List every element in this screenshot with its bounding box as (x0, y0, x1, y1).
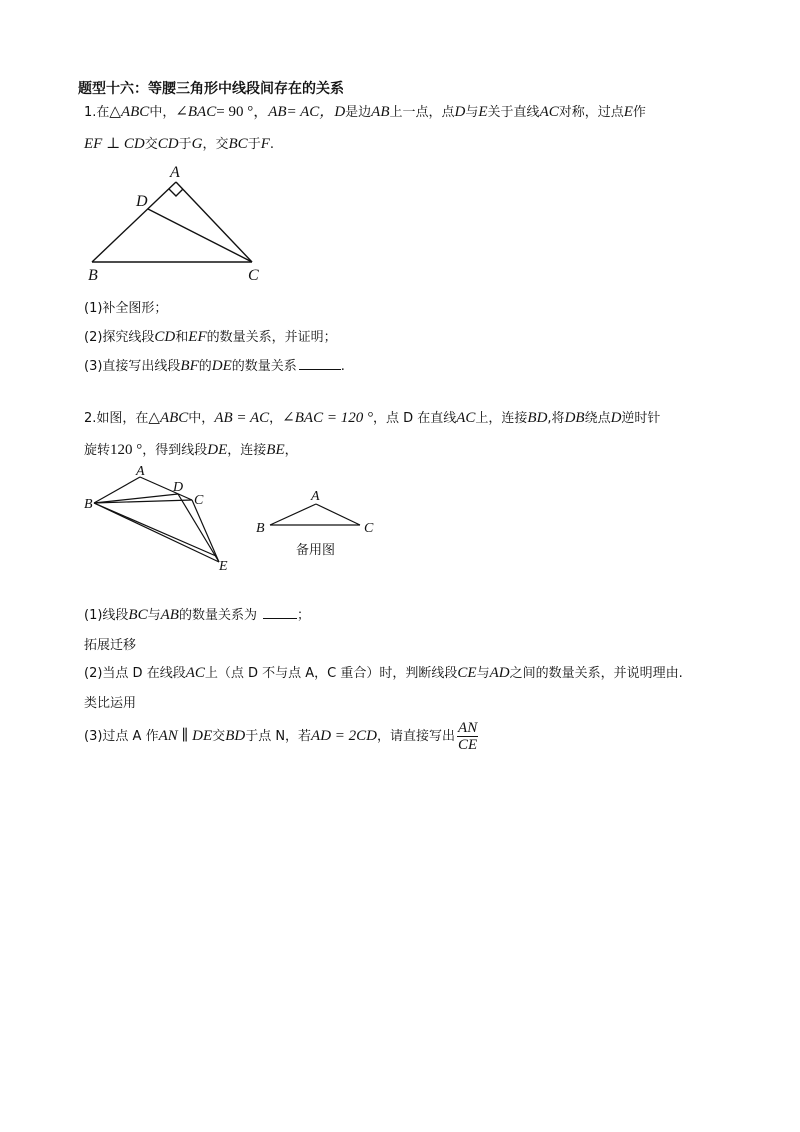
p1-q3: (3)直接写出线段BF的DE的数量关系 . (84, 358, 345, 374)
segment-BE (94, 503, 219, 562)
p2-extension-heading: 拓展迁移 (84, 638, 137, 653)
p1-line1: 1.在△ABC中，∠BAC= 90 °，AB= AC，D是边AB上一点，点D与E关于直线AC对称，过点E作 (84, 104, 646, 120)
problem-number: 1. (84, 105, 97, 120)
segment-DC (148, 209, 252, 262)
answer-blank[interactable] (299, 358, 341, 370)
segment-AC (316, 504, 360, 525)
right-angle-mark (169, 189, 183, 196)
p1-q1: (1)补全图形； (84, 301, 168, 316)
figure-1-triangle (80, 160, 280, 285)
segment-BA (92, 182, 176, 262)
label-E: E (219, 559, 228, 572)
segment-CE (192, 500, 219, 562)
label-A: A (136, 464, 145, 479)
p2-q3: (3)过点 A 作AN ∥ DE交BD于点 N，若AD = 2CD，请直接写出 $\frac{AN}{CE}$ (84, 720, 478, 753)
label-C: C (194, 493, 204, 508)
p2-line2: 旋转120 °，得到线段DE，连接BE， (84, 442, 298, 458)
figure-2-spare (252, 482, 382, 562)
section-title: 题型十六：等腰三角形中线段间存在的关系 (78, 81, 344, 97)
answer-blank[interactable] (263, 607, 297, 619)
segment-AC (176, 182, 252, 262)
segment-AC (140, 477, 192, 500)
fraction-AN-over-CE: $\frac{AN}{CE}$ (458, 720, 478, 753)
p2-line1: 2.如图，在△ABC中，AB = AC，∠BAC = 120 °，点 D 在直线AC上，连接BD,将DB绕点D逆时针 (84, 410, 661, 426)
label-B: B (84, 497, 93, 512)
label-C: C (248, 267, 259, 284)
label-B: B (88, 267, 98, 284)
segment-BE-aux (94, 503, 216, 556)
label-C: C (364, 521, 374, 536)
label-D: D (136, 193, 148, 210)
label-A: A (311, 489, 320, 504)
label-B: B (256, 521, 265, 536)
label-D: D (173, 480, 184, 495)
p2-q1: (1)线段BC与AB的数量关系为 ； (84, 607, 310, 623)
p1-q2: (2)探究线段CD和EF的数量关系，并证明； (84, 329, 337, 345)
p1-line2: EF ⊥ CD交CD于G，交BC于F. (84, 136, 275, 152)
spare-figure-caption: 备用图 (296, 543, 336, 558)
p2-q2: (2)当点 D 在线段AC上（点 D 不与点 A，C 重合）时，判断线段CE与AD之间的数量关系，并说明理由. (84, 665, 683, 681)
figure-2-rotation (80, 462, 240, 572)
segment-BA (270, 504, 316, 525)
label-A: A (170, 164, 180, 181)
p2-analogy-heading: 类比运用 (84, 696, 137, 711)
